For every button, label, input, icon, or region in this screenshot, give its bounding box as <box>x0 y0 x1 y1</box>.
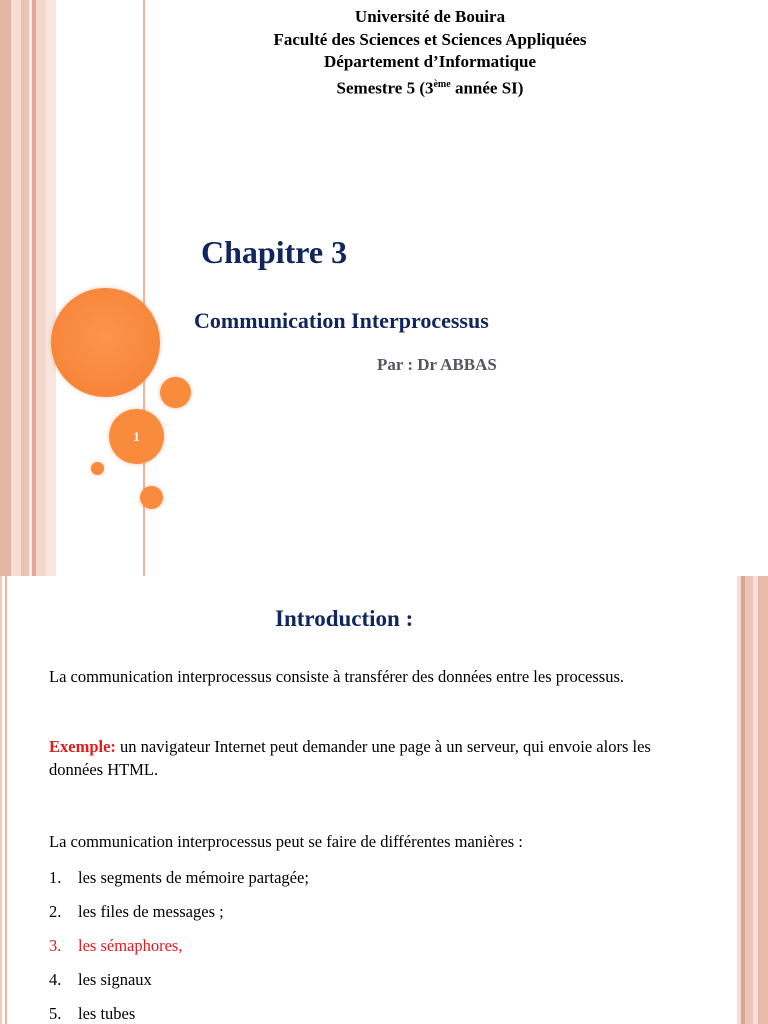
author-line: Par : Dr ABBAS <box>377 355 497 374</box>
decorative-stripe <box>46 0 56 576</box>
decorative-circle-large <box>51 288 160 397</box>
decorative-stripe <box>21 0 29 576</box>
chapter-subtitle: Communication Interprocessus <box>194 308 489 333</box>
decorative-circle-medium <box>160 377 191 408</box>
institution-header <box>180 6 680 100</box>
decorative-stripe <box>5 576 7 1024</box>
section-title: Introduction : <box>275 606 414 631</box>
list-item <box>49 866 309 900</box>
list-item-number: 2. <box>49 902 62 921</box>
list-item-number: 3. <box>49 936 62 955</box>
decorative-circle-small <box>140 486 163 509</box>
semester-superscript: ème <box>433 78 451 90</box>
list-item-text: les tubes <box>78 1004 136 1023</box>
chapter-title: Chapitre 3 <box>201 234 348 270</box>
intro-paragraph: La communication interprocessus consiste à transférer des données entre les processus. <box>49 667 625 686</box>
decorative-circle-tiny <box>91 462 104 475</box>
university-name: Université de Bouira <box>354 7 506 26</box>
list-intro: La communication interprocessus peut se faire de différentes manières : <box>49 832 523 851</box>
example-label: Exemple: <box>49 737 116 756</box>
list-item-highlighted <box>49 934 309 968</box>
decorative-stripe <box>745 576 753 1024</box>
list-item-text: les segments de mémoire partagée; <box>78 868 309 887</box>
list-item <box>49 900 309 934</box>
list-item-text: les files de messages ; <box>78 902 224 921</box>
list-item <box>49 968 309 1002</box>
list-item-number: 4. <box>49 970 62 989</box>
list-item <box>49 1002 309 1024</box>
list-item-text: les signaux <box>78 970 152 989</box>
faculty-name: Faculté des Sciences et Sciences Appliquées <box>273 29 587 49</box>
decorative-stripe <box>0 576 2 1024</box>
slide-number-circle <box>109 409 164 464</box>
decorative-stripe <box>11 0 21 576</box>
semester-line <box>180 74 680 100</box>
list-item-number: 5. <box>49 1004 62 1023</box>
semester-suffix: année SI) <box>450 78 524 98</box>
semester-prefix: Semestre 5 (3 <box>336 78 434 98</box>
example-paragraph <box>49 735 709 781</box>
list-item-text: les sémaphores, <box>78 936 183 955</box>
decorative-stripe <box>758 576 768 1024</box>
decorative-stripe <box>0 0 11 576</box>
department-name: Département d’Informatique <box>324 52 536 71</box>
list-item-number: 1. <box>49 868 62 887</box>
ipc-methods-list <box>49 866 309 1024</box>
example-text: un navigateur Internet peut demander une page à un serveur, qui envoie alors les données HTML. <box>49 737 651 779</box>
slide-introduction <box>0 576 768 1024</box>
slide-number: 1 <box>133 428 140 444</box>
decorative-stripe <box>36 0 46 576</box>
